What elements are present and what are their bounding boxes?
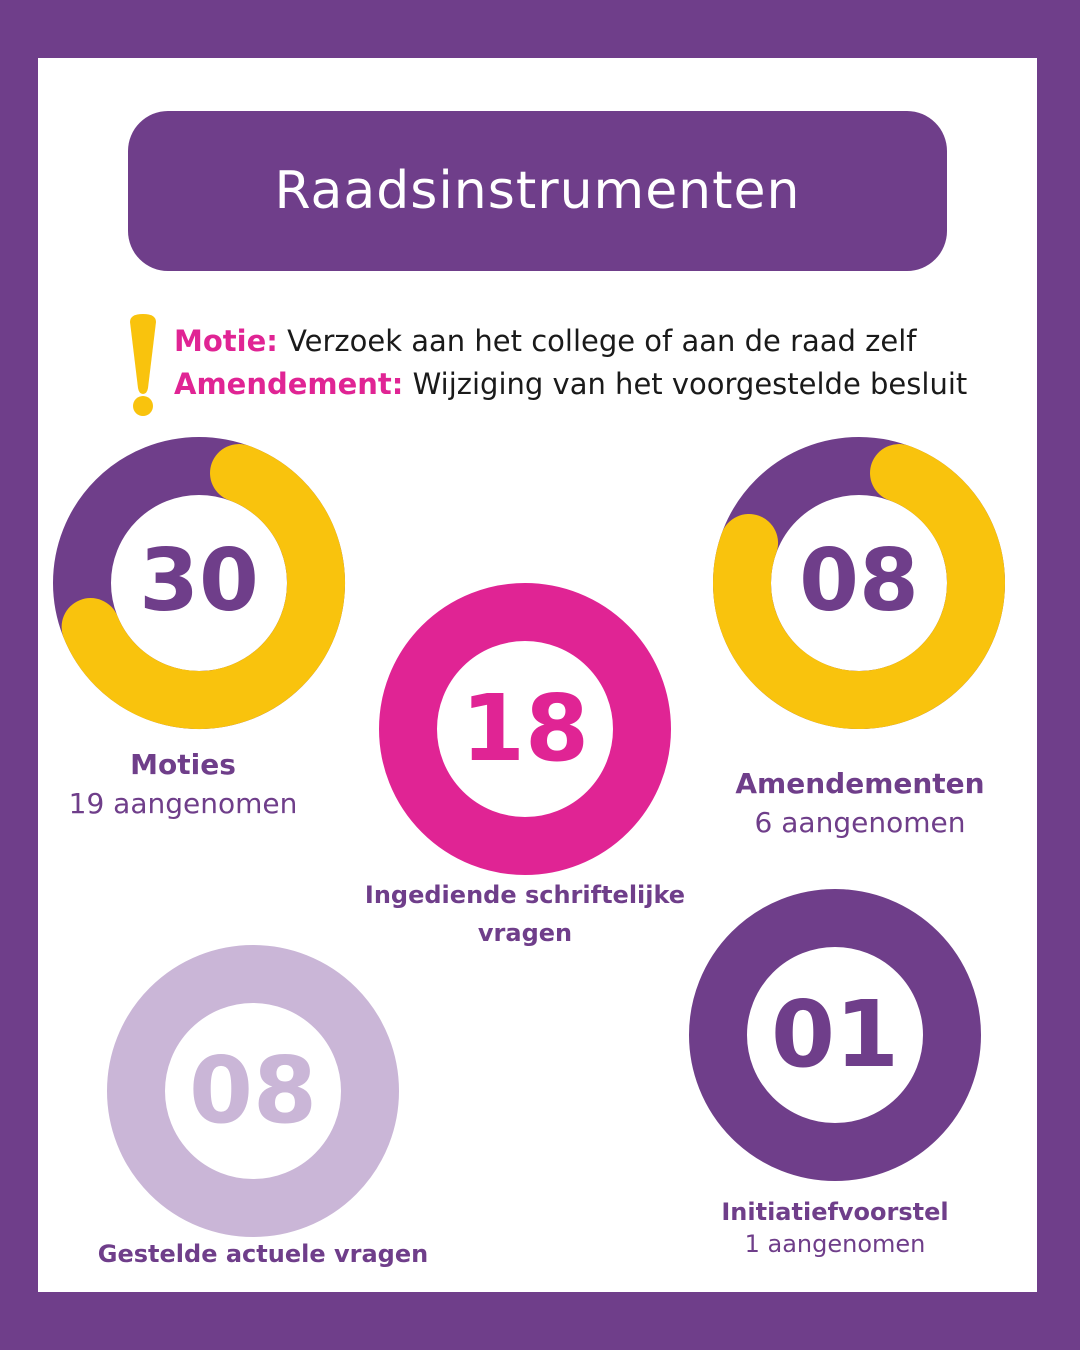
- exclamation-icon: [126, 312, 160, 416]
- actuele-number: 08: [188, 1037, 318, 1144]
- definition-term: Motie:: [174, 324, 278, 358]
- definition-motie: [174, 324, 917, 358]
- amendementen-caption: [700, 767, 1020, 839]
- moties-number: 30: [139, 531, 259, 631]
- page-title: Raadsinstrumenten: [274, 161, 801, 221]
- actuele-ring: [106, 944, 400, 1238]
- title-banner: [128, 111, 947, 271]
- definition-text: Verzoek aan het college of aan de raad zelf: [277, 324, 917, 358]
- initiatief-caption: [690, 1198, 980, 1258]
- amendementen-number: 08: [799, 531, 919, 631]
- initiatief-ring: [688, 888, 982, 1182]
- definition-text: Wijziging van het voorgestelde besluit: [403, 367, 968, 401]
- amendementen-label: Amendementen: [735, 767, 985, 800]
- initiatief-number: 01: [770, 981, 900, 1088]
- initiatief-label: Initiatiefvoorstel: [721, 1198, 949, 1226]
- amendementen-sub: 6 aangenomen: [754, 806, 966, 839]
- moties-sub: 19 aangenomen: [68, 787, 298, 820]
- moties-caption: [32, 748, 334, 820]
- amendementen-donut: [712, 436, 1006, 730]
- vragen-caption: [350, 876, 700, 952]
- definition-amendement: [174, 367, 967, 401]
- actuele-caption: [70, 1240, 456, 1268]
- initiatief-sub: 1 aangenomen: [744, 1230, 926, 1258]
- vragen-ring: [378, 582, 672, 876]
- actuele-label: Gestelde actuele vragen: [97, 1240, 429, 1268]
- moties-donut: [52, 436, 346, 730]
- vragen-label: Ingediende schriftelijke vragen: [364, 881, 686, 947]
- vragen-number: 18: [460, 675, 590, 782]
- moties-label: Moties: [130, 748, 236, 781]
- definition-term: Amendement:: [174, 367, 404, 401]
